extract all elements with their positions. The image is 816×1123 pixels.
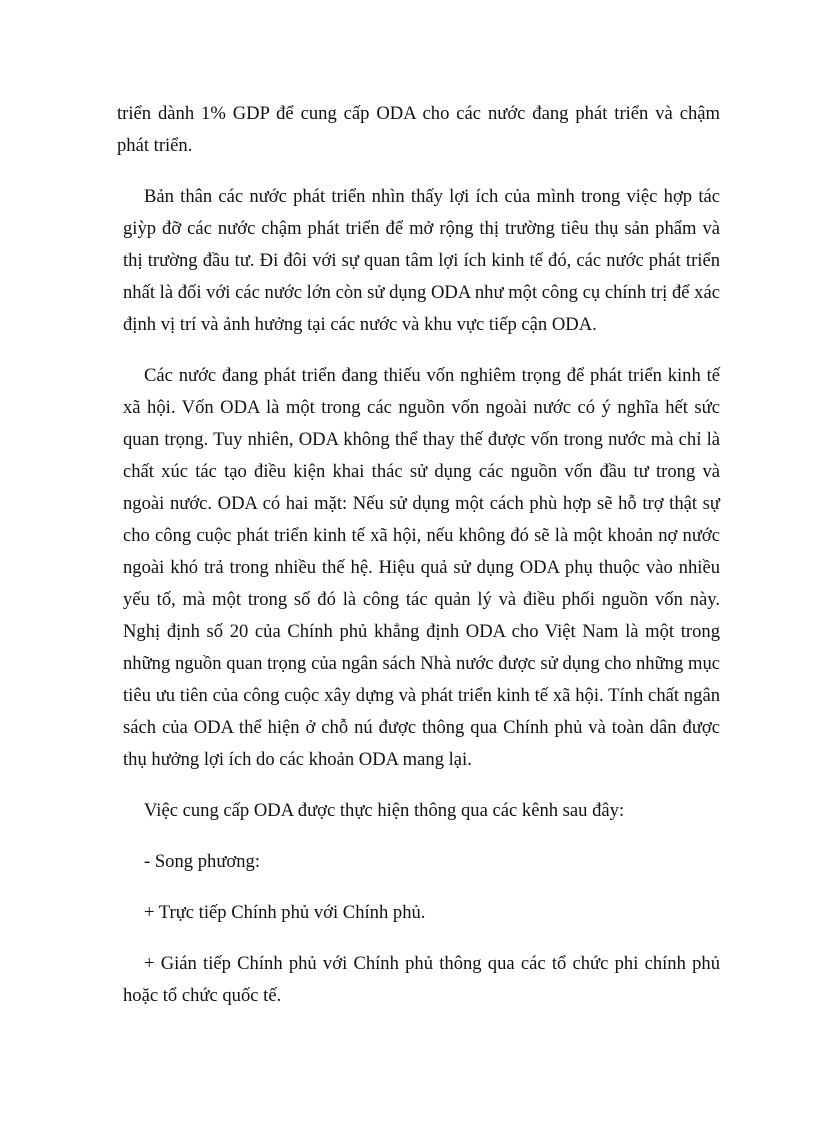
list-item-bilateral: - Song phương: [144, 851, 260, 872]
paragraph-continuation: triển dành 1% GDP để cung cấp ODA cho các nước đang phát triển và chậm phát triển. [117, 103, 720, 156]
paragraph-oda-channels-intro: Việc cung cấp ODA được thực hiện thông qua các kênh sau đây: [144, 800, 625, 821]
document-page [117, 98, 720, 1031]
list-item-indirect: + Gián tiếp Chính phủ với Chính phủ thông qua các tổ chức phi chính phủ hoặc tổ chức quốc tế. [123, 953, 720, 1006]
paragraph-developing-countries-capital: Các nước đang phát triển đang thiếu vốn nghiêm trọng để phát triển kinh tế xã hội. Vốn ODA là một trong các nguồn vốn ngoài nước có ý nghĩa hết sức quan trọng. Tuy nhiên, ODA không thể thay thế được vốn trong nước mà chỉ là chất xúc tác tạo điều kiện khai thác sử dụng các nguồn vốn đầu tư trong và ngoài nước. ODA có hai mặt: Nếu sử dụng một cách phù hợp sẽ hỗ trợ thật sự cho công cuộc phát triển kinh tế xã hội, nếu không đó sẽ là một khoản nợ nước ngoài khó trả trong nhiều thế hệ. Hiệu quả sử dụng ODA phụ thuộc vào nhiều yếu tố, mà một trong số đó là công tác quản lý và điều phối nguồn vốn này. Nghị định số 20 của Chính phủ khẳng định ODA cho Việt Nam là một trong những nguồn quan trọng của ngân sách Nhà nước được sử dụng cho những mục tiêu ưu tiên của công cuộc xây dựng và phát triển kinh tế xã hội. Tính chất ngân sách của ODA thể hiện ở chỗ nú được thông qua Chính phủ và toàn dân được thụ hưởng lợi ích do các khoản ODA mang lại. [123, 365, 720, 770]
paragraph-developed-countries-interest: Bản thân các nước phát triển nhìn thấy lợi ích của mình trong việc hợp tác giỳp đỡ các nước chậm phát triển để mở rộng thị trường tiêu thụ sản phẩm và thị trường đầu tư. Đi đôi với sự quan tâm lợi ích kinh tế đó, các nước phát triển nhất là đối với các nước lớn còn sử dụng ODA như một công cụ chính trị để xác định vị trí và ảnh hưởng tại các nước và khu vực tiếp cận ODA. [123, 186, 720, 335]
list-item-direct: + Trực tiếp Chính phủ với Chính phủ. [144, 902, 426, 923]
